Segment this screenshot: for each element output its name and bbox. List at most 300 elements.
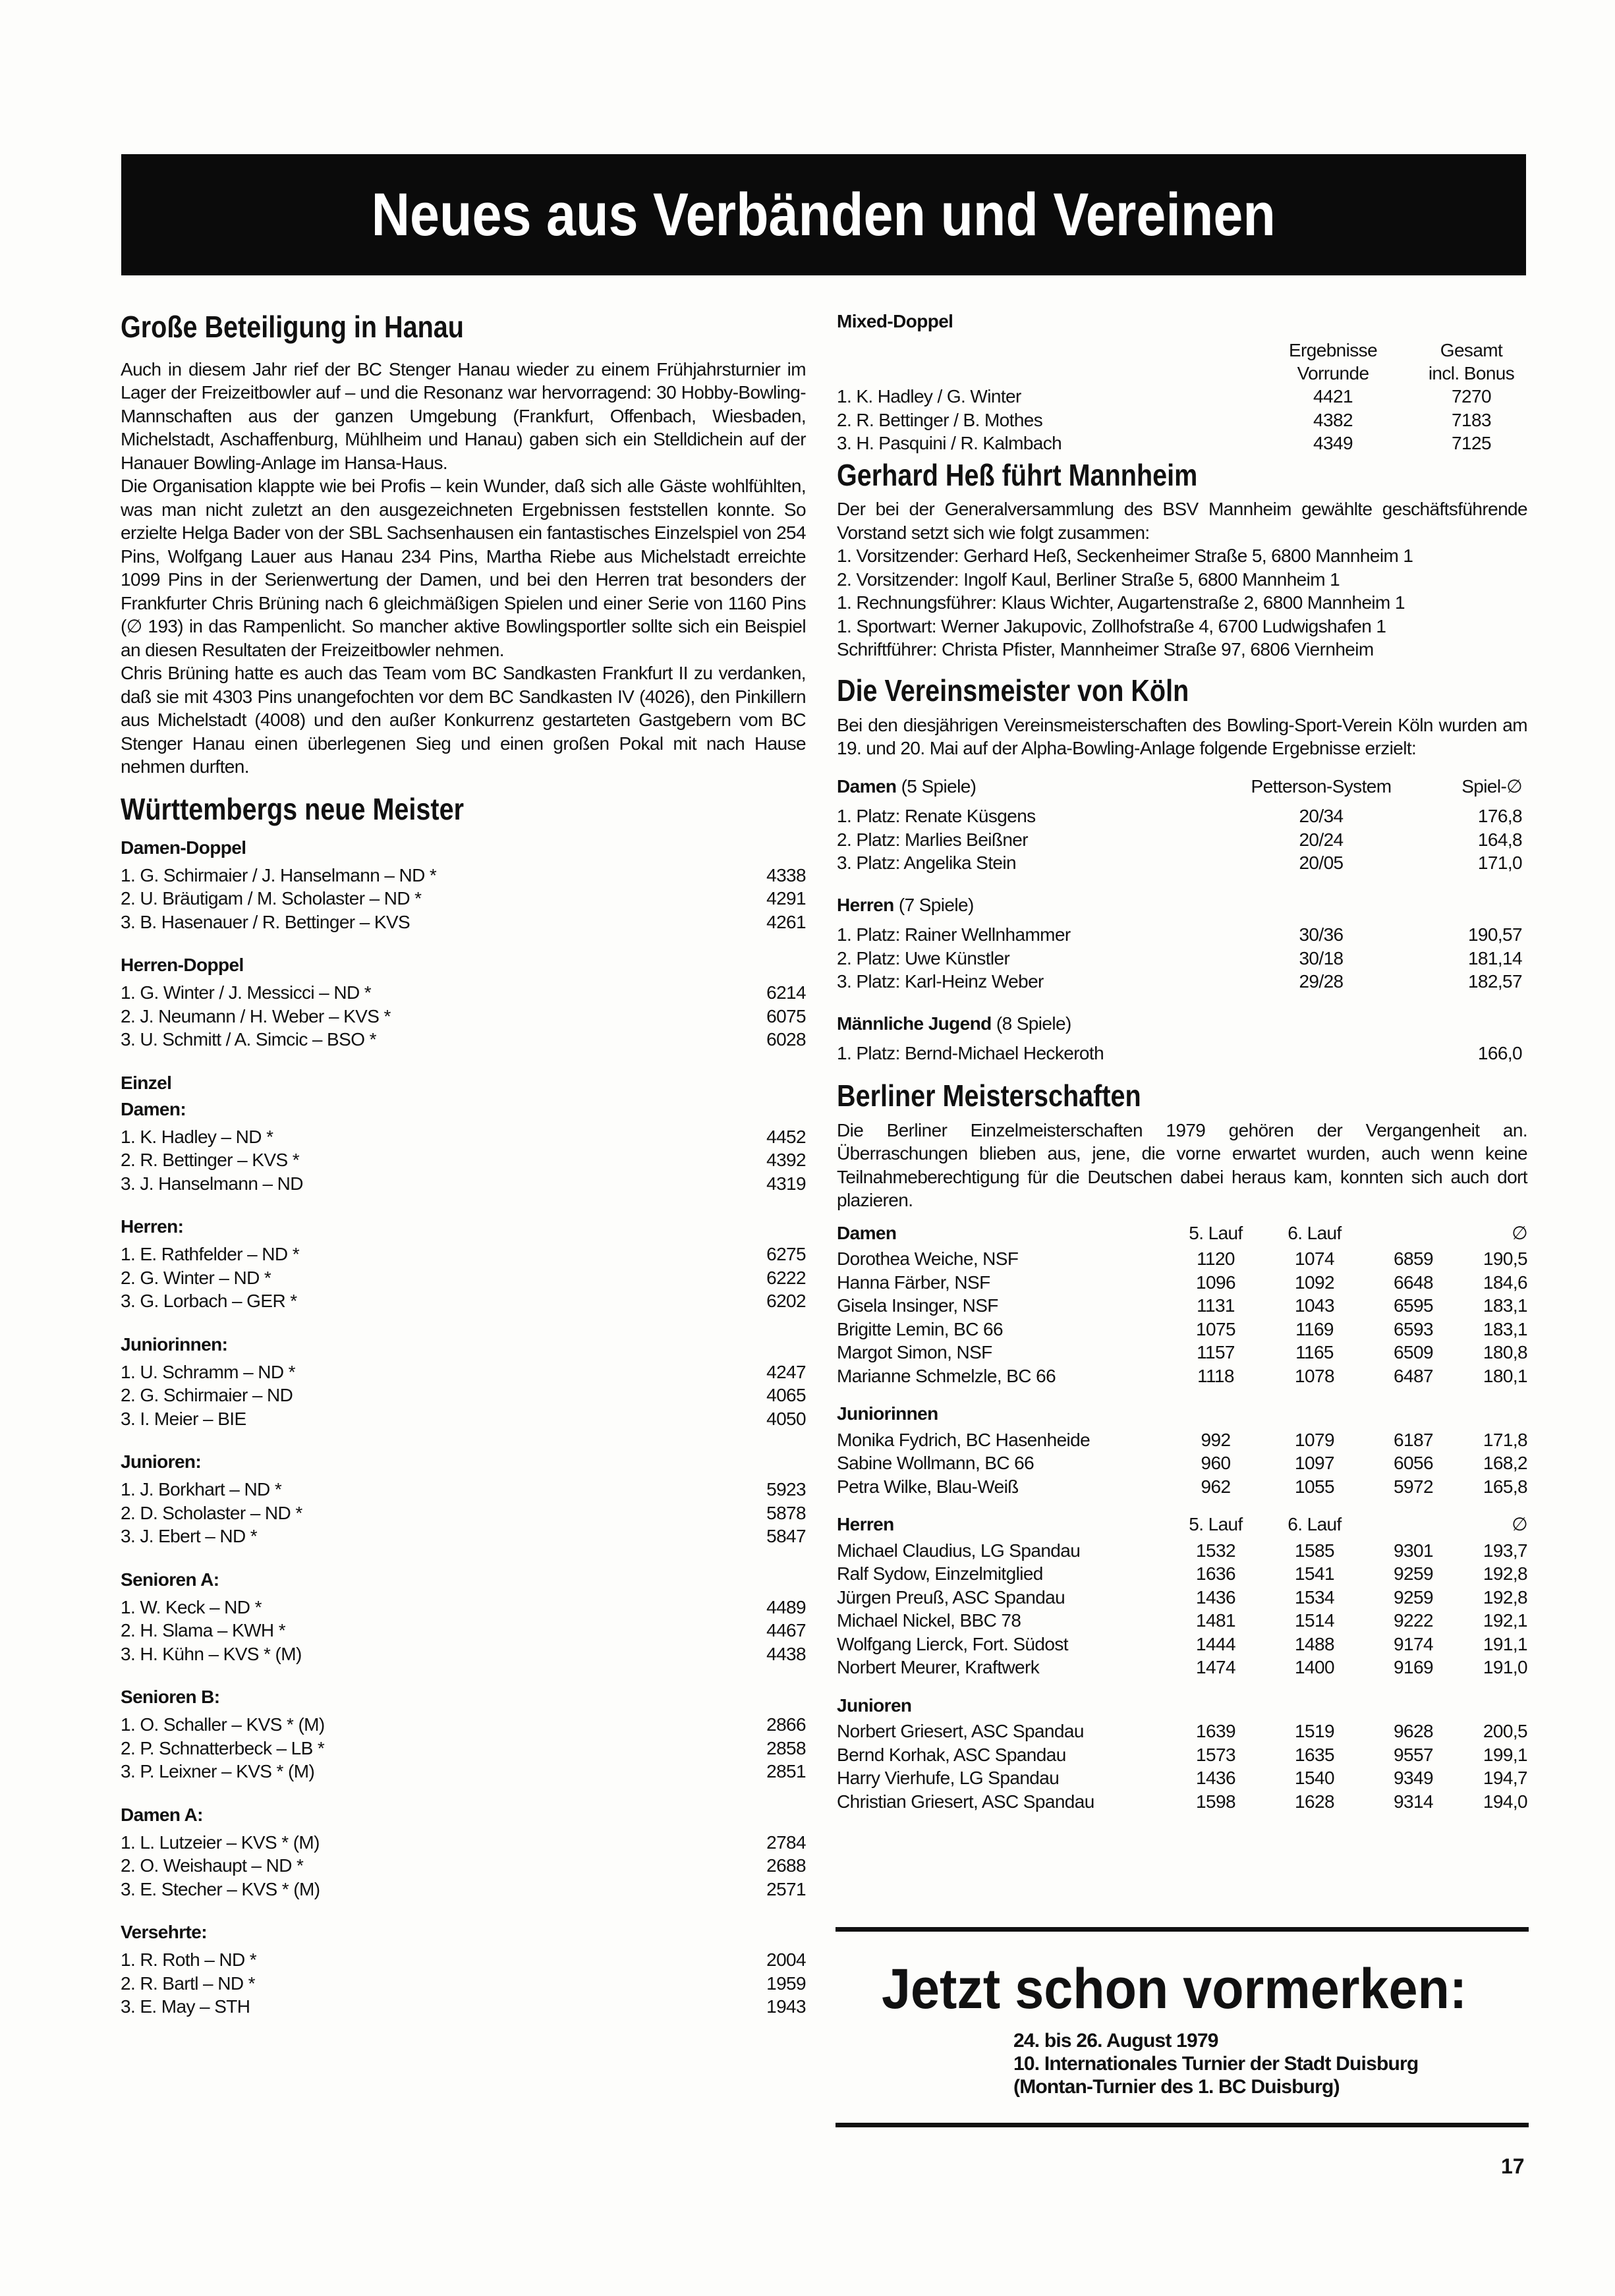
lauf6-score: 1514 — [1295, 1610, 1334, 1631]
competitor-name: 2. Platz: Marlies Beißner — [837, 829, 1028, 850]
competitor-name: 1. R. Roth – ND * — [121, 1949, 257, 1971]
mixed-doppel-row — [837, 432, 1527, 455]
column-header-lauf5: 5. Lauf — [1189, 1222, 1243, 1243]
lauf6-score: 1628 — [1295, 1791, 1334, 1812]
competitor-name: 1. Platz: Renate Küsgens — [837, 806, 1036, 827]
result-row — [837, 1364, 1527, 1388]
total-score: 7183 — [1452, 409, 1491, 430]
average-score: 192,8 — [1483, 1586, 1527, 1608]
vorrunde-score: 4382 — [1313, 409, 1353, 430]
column-header-total — [1364, 1513, 1463, 1536]
result-row — [121, 981, 806, 1005]
group-games: (7 Spiele) — [898, 894, 974, 915]
result-group-header — [837, 1402, 1527, 1426]
result-group-heading: Damen-Doppel — [121, 837, 246, 858]
score: 4291 — [766, 888, 806, 909]
competitor-name: 2. U. Bräutigam / M. Scholaster – ND * — [121, 888, 422, 909]
column-header-gesamt — [1415, 339, 1527, 385]
petterson-score: 29/28 — [1299, 971, 1344, 992]
result-row — [121, 1028, 806, 1051]
competitor-name: Monika Fydrich, BC Hasenheide — [837, 1429, 1091, 1450]
result-row — [837, 1656, 1527, 1679]
result-row — [121, 1243, 806, 1266]
total-score: 9169 — [1394, 1657, 1433, 1678]
result-row — [121, 1878, 806, 1901]
paragraph: Die Organisation klappte wie bei Profis – kein Wunder, daß sich alle Gäste wohlfühlten, was man nicht zuletzt an den ausgezeichneten Ergebnissen feststellen konnte. So erzielte Helga Bader von der SBL Sachsenhausen ein fantastisches Einzelspiel von 254 Pins, Wolfgang Lauer aus Hanau 234 Pins, Martha Riebe aus Michelstadt erreichte 1099 Pins in der Serienwertung der Damen, und bei den Herren trat besonders der Frankfurter Chris Brüning nach 6 gleichmäßigen Spielen und einer Serie von 1160 Pins (∅ 193) in das Rampenlicht. So mancher aktive Bowlingsportler sollte sich ein Beispiel an diesen Resultaten der Freizeitbowler nehmen. — [121, 476, 806, 660]
board-member-line: 1. Sportwart: Werner Jakupovic, Zollhofstraße 4, 6700 Ludwigshafen 1 — [837, 615, 1386, 636]
board-member-line: 1. Rechnungsführer: Klaus Wichter, Augartenstraße 2, 6800 Mannheim 1 — [837, 592, 1405, 613]
result-row — [837, 1766, 1527, 1790]
average-score: 192,1 — [1483, 1610, 1527, 1631]
result-group-header — [837, 1694, 1527, 1718]
group-heading: Herren — [837, 1514, 894, 1535]
score: 2784 — [766, 1832, 806, 1853]
competitor-name: 3. E. Stecher – KVS * (M) — [121, 1878, 320, 1899]
result-row — [837, 1451, 1527, 1475]
lauf5-score: 1573 — [1196, 1744, 1235, 1765]
vorrunde-score: 4421 — [1313, 386, 1353, 406]
competitor-name: Ralf Sydow, Einzelmitglied — [837, 1563, 1043, 1584]
total-score: 9174 — [1394, 1633, 1433, 1654]
competitor-name: 1. G. Schirmaier / J. Hanselmann – ND * — [121, 864, 437, 885]
total-score: 9628 — [1394, 1721, 1433, 1742]
result-row — [121, 1172, 806, 1196]
result-row — [121, 1525, 806, 1548]
article-body-berlin — [837, 1119, 1527, 1212]
total-score: 6859 — [1394, 1248, 1433, 1270]
result-row — [121, 1972, 806, 1996]
board-member-line: 2. Vorsitzender: Ingolf Kaul, Berliner Straße 5, 6800 Mannheim 1 — [837, 569, 1340, 590]
right-column — [837, 310, 1527, 1813]
paragraph: Bei den diesjährigen Vereinsmeisterschaften des Bowling-Sport-Verein Köln wurden am 19. und 20. Mai auf der Alpha-Bowling-Anlage folgende Ergebnisse erzielt: — [837, 714, 1527, 759]
lauf6-score: 1097 — [1295, 1453, 1334, 1474]
group-heading: Damen — [837, 775, 897, 797]
mixed-doppel-row — [837, 385, 1527, 408]
result-row — [121, 1360, 806, 1384]
game-average: 190,57 — [1467, 924, 1522, 945]
pair-name: 1. K. Hadley / G. Winter — [837, 386, 1021, 406]
article-title-wuerttemberg: Württembergs neue Meister — [121, 791, 464, 826]
competitor-name: 1. Platz: Bernd-Michael Heckeroth — [837, 1043, 1104, 1064]
competitor-name: 1. O. Schaller – KVS * (M) — [121, 1714, 325, 1735]
lauf5-score: 1474 — [1196, 1657, 1235, 1678]
lauf5-score: 1444 — [1196, 1633, 1235, 1654]
lauf6-score: 1519 — [1295, 1721, 1334, 1742]
result-row — [837, 1790, 1527, 1814]
result-row — [837, 1562, 1527, 1586]
vorrunde-score: 4349 — [1313, 433, 1353, 453]
competitor-name: 1. W. Keck – ND * — [121, 1596, 262, 1617]
result-row — [837, 1609, 1527, 1633]
group-heading: Juniorinnen — [837, 1403, 938, 1424]
total-score: 9557 — [1394, 1744, 1433, 1765]
average-score: 168,2 — [1483, 1453, 1527, 1474]
petterson-score: 20/24 — [1299, 829, 1344, 850]
article-title-hanau: Große Beteiligung in Hanau — [121, 310, 464, 344]
group-title — [837, 893, 1527, 917]
paragraph: Der bei der Generalversammlung des BSV Mannheim gewählte geschäftsführende Vorstand setzt sich wie folgt zusammen: — [837, 499, 1527, 543]
game-average: 164,8 — [1477, 829, 1522, 850]
lauf6-score: 1074 — [1295, 1248, 1334, 1270]
lauf6-score: 1635 — [1295, 1744, 1334, 1765]
result-row — [121, 1760, 806, 1783]
average-score: 194,7 — [1483, 1768, 1527, 1789]
result-row — [121, 1266, 806, 1290]
competitor-name: Petra Wilke, Blau-Weiß — [837, 1476, 1019, 1497]
total-score: 6187 — [1394, 1429, 1433, 1450]
competitor-name: 1. L. Lutzeier – KVS * (M) — [121, 1832, 320, 1853]
article-title-mannheim: Gerhard Heß führt Mannheim — [837, 457, 1198, 492]
column-header-total — [1364, 1221, 1463, 1245]
competitor-name: Hanna Färber, NSF — [837, 1272, 990, 1293]
result-row — [837, 1720, 1527, 1743]
competitor-name: 2. D. Scholaster – ND * — [121, 1502, 302, 1523]
group-heading: Damen — [837, 1222, 897, 1243]
average-score: 192,8 — [1483, 1563, 1527, 1584]
score: 6202 — [766, 1291, 806, 1312]
result-group-header — [837, 1513, 1527, 1536]
competitor-name: Margot Simon, NSF — [837, 1342, 992, 1363]
result-group-header — [837, 775, 1527, 798]
article-body-mannheim — [837, 497, 1527, 661]
result-row — [121, 864, 806, 887]
total-score: 9301 — [1394, 1540, 1433, 1561]
section-banner — [121, 154, 1526, 275]
average-score: 183,1 — [1483, 1318, 1527, 1339]
result-row — [837, 1341, 1527, 1364]
score: 4247 — [766, 1361, 806, 1382]
competitor-name: Wolfgang Lierck, Fort. Südost — [837, 1633, 1068, 1654]
score: 4050 — [766, 1408, 806, 1429]
score: 6222 — [766, 1267, 806, 1288]
result-row — [837, 1743, 1527, 1767]
result-row — [837, 1318, 1527, 1341]
page-number: 17 — [1501, 2154, 1525, 2178]
result-row — [837, 1271, 1527, 1295]
score: 4452 — [766, 1126, 806, 1147]
column-header-average: ∅ — [1512, 1222, 1527, 1243]
competitor-name: Sabine Wollmann, BC 66 — [837, 1453, 1034, 1474]
competitor-name: 3. H. Kühn – KVS * (M) — [121, 1643, 302, 1664]
lauf5-score: 1075 — [1196, 1318, 1235, 1339]
lauf5-score: 1120 — [1197, 1248, 1235, 1270]
lauf6-score: 1585 — [1295, 1540, 1334, 1561]
lauf5-score: 960 — [1201, 1453, 1231, 1474]
wuerttemberg-results — [121, 836, 806, 2019]
paragraph: Auch in diesem Jahr rief der BC Stenger Hanau wieder zu einem Frühjahrsturnier im Lager der Freizeitbowler auf – und die Resonanz war hervorragend: 30 Hobby-Bowling-Mannschaften aus der ganzen Umgebung (Frankfurt, Offenbach, Wiesbaden, Michelstadt, Aschaffenburg, Mühlheim und Hanau) gaben sich ein Stelldichein auf der Hanauer Bowling-Anlage im Hansa-Haus. — [121, 358, 806, 473]
total-score: 6648 — [1394, 1272, 1433, 1293]
result-row — [121, 1005, 806, 1028]
result-row — [837, 923, 1527, 947]
result-row — [121, 1995, 806, 2019]
average-score: 183,1 — [1483, 1295, 1527, 1316]
koeln-results — [837, 775, 1527, 1065]
total-score: 6593 — [1394, 1318, 1433, 1339]
total-score: 9349 — [1394, 1768, 1433, 1789]
lauf6-score: 1541 — [1295, 1563, 1334, 1584]
average-score: 180,1 — [1483, 1365, 1527, 1386]
lauf6-score: 1169 — [1295, 1318, 1334, 1339]
competitor-name: Michael Nickel, BBC 78 — [837, 1610, 1021, 1631]
total-score: 9259 — [1394, 1586, 1433, 1608]
competitor-name: 3. I. Meier – BIE — [121, 1408, 246, 1429]
competitor-name: 2. G. Schirmaier – ND — [121, 1385, 293, 1406]
score: 4392 — [766, 1150, 806, 1171]
average-score: 199,1 — [1483, 1744, 1527, 1765]
announcement-organizer: (Montan-Turnier des 1. BC Duisburg) — [1013, 2076, 1340, 2098]
result-row — [121, 1501, 806, 1525]
score: 6275 — [766, 1244, 806, 1265]
competitor-name: Harry Vierhufe, LG Spandau — [837, 1768, 1060, 1789]
lauf6-score: 1079 — [1295, 1429, 1334, 1450]
article-body-koeln — [837, 714, 1527, 760]
game-average: 166,0 — [1477, 1043, 1522, 1064]
column-header-lauf6: 6. Lauf — [1288, 1514, 1342, 1535]
result-row — [837, 1586, 1527, 1610]
competitor-name: 3. B. Hasenauer / R. Bettinger – KVS — [121, 911, 411, 932]
score: 2571 — [766, 1878, 806, 1899]
lauf6-score: 1078 — [1295, 1365, 1334, 1386]
header-line: Vorrunde — [1297, 363, 1369, 383]
result-row — [121, 1596, 806, 1619]
result-row — [837, 1247, 1527, 1271]
result-group-heading: Senioren A: — [121, 1569, 219, 1590]
competitor-name: 3. E. May – STH — [121, 1996, 250, 2017]
competitor-name: Dorothea Weiche, NSF — [837, 1248, 1019, 1270]
score: 1959 — [766, 1973, 806, 1994]
score: 2851 — [766, 1761, 806, 1782]
group-title — [837, 1012, 1527, 1036]
article-title-berlin: Berliner Meisterschaften — [837, 1078, 1141, 1113]
total-score: 6509 — [1394, 1342, 1433, 1363]
average-score: 180,8 — [1483, 1342, 1527, 1363]
competitor-name: Michael Claudius, LG Spandau — [837, 1540, 1081, 1561]
result-row — [121, 1384, 806, 1407]
score: 4467 — [766, 1620, 806, 1641]
score: 6028 — [766, 1029, 806, 1050]
mixed-doppel-header — [837, 339, 1527, 385]
game-average: 181,14 — [1467, 947, 1522, 968]
score: 5847 — [766, 1526, 806, 1547]
score: 4261 — [766, 911, 806, 932]
paragraph: Chris Brüning hatte es auch das Team vom BC Sandkasten Frankfurt II zu verdanken, daß sie mit 4303 Pins unangefochten vor dem BC Sandkasten IV (4026), den Pinkillern aus Michelstadt (4008) und den außer Konkurrenz gestarteten Gastgebern vom BC Stenger Hanau einen überlegenen Sieg und einen großen Pokal mit nach Hause nehmen durften. — [121, 663, 806, 777]
lauf6-score: 1488 — [1295, 1633, 1334, 1654]
average-score: 191,1 — [1483, 1633, 1527, 1654]
total-score: 6595 — [1394, 1295, 1433, 1316]
column-header-petterson: Petterson-System — [1251, 775, 1392, 797]
score: 5923 — [766, 1479, 806, 1500]
column-header-average: Spiel-∅ — [1461, 775, 1522, 797]
article-title-koeln: Die Vereinsmeister von Köln — [837, 673, 1189, 708]
competitor-name: 2. G. Winter – ND * — [121, 1267, 271, 1288]
competitor-name: 3. G. Lorbach – GER * — [121, 1291, 297, 1312]
pair-name: 2. R. Bettinger / B. Mothes — [837, 409, 1043, 430]
group-heading: Herren — [837, 894, 894, 915]
result-group-heading: Herren: — [121, 1216, 184, 1237]
result-row — [121, 1642, 806, 1666]
column-header-lauf5: 5. Lauf — [1189, 1514, 1243, 1535]
event-announcement — [836, 1927, 1529, 2127]
total-score: 7125 — [1452, 433, 1491, 453]
game-average: 176,8 — [1477, 806, 1522, 827]
lauf5-score: 962 — [1201, 1476, 1231, 1497]
competitor-name: 3. P. Leixner – KVS * (M) — [121, 1761, 315, 1782]
banner-title: Neues aus Verbänden und Vereinen — [371, 181, 1276, 248]
competitor-name: Brigitte Lemin, BC 66 — [837, 1318, 1003, 1339]
result-row — [121, 1713, 806, 1737]
competitor-name: 3. J. Hanselmann – ND — [121, 1173, 303, 1194]
column-header-average: ∅ — [1512, 1514, 1527, 1535]
result-group-heading: Damen: — [121, 1098, 186, 1119]
lauf5-score: 1636 — [1196, 1563, 1235, 1584]
lauf6-score: 1092 — [1295, 1272, 1334, 1293]
average-score: 193,7 — [1483, 1540, 1527, 1561]
score: 4065 — [766, 1385, 806, 1406]
score: 6214 — [766, 982, 806, 1003]
result-group-header — [837, 893, 1527, 917]
result-row — [121, 887, 806, 910]
result-row — [121, 1125, 806, 1149]
article-body-hanau — [121, 358, 806, 779]
competitor-name: 2. Platz: Uwe Künstler — [837, 947, 1010, 968]
competitor-name: 1. U. Schramm – ND * — [121, 1361, 295, 1382]
competitor-name: 3. Platz: Karl-Heinz Weber — [837, 971, 1044, 992]
result-group-heading: Junioren: — [121, 1451, 202, 1472]
result-group-heading: Juniorinnen: — [121, 1333, 228, 1355]
lauf6-score: 1043 — [1295, 1295, 1334, 1316]
score: 4319 — [766, 1173, 806, 1194]
board-member-line: 1. Vorsitzender: Gerhard Heß, Seckenheimer Straße 5, 6800 Mannheim 1 — [837, 546, 1413, 567]
game-average: 182,57 — [1467, 971, 1522, 992]
competitor-name: Norbert Griesert, ASC Spandau — [837, 1721, 1084, 1742]
petterson-score: 30/18 — [1299, 947, 1344, 968]
competitor-name: 2. R. Bettinger – KVS * — [121, 1150, 300, 1171]
group-title — [837, 775, 1226, 798]
result-row — [837, 947, 1527, 970]
competitor-name: 3. J. Ebert – ND * — [121, 1526, 258, 1547]
total-score: 6487 — [1394, 1365, 1433, 1386]
result-row — [837, 970, 1527, 994]
board-member-line: Schriftführer: Christa Pfister, Mannheimer Straße 97, 6806 Viernheim — [837, 639, 1374, 660]
petterson-score — [1226, 1042, 1417, 1065]
header-line: Gesamt — [1440, 340, 1503, 360]
result-row — [121, 1831, 806, 1855]
total-score: 7270 — [1452, 386, 1491, 406]
lauf6-score: 1055 — [1295, 1476, 1334, 1497]
result-row — [837, 1428, 1527, 1452]
result-row — [837, 1539, 1527, 1563]
result-group-heading: Damen A: — [121, 1804, 203, 1825]
lauf5-score: 1481 — [1196, 1610, 1235, 1631]
result-row — [837, 1475, 1527, 1499]
total-score: 5972 — [1394, 1476, 1433, 1497]
competitor-name: 1. Platz: Rainer Wellnhammer — [837, 924, 1071, 945]
result-row — [837, 851, 1527, 875]
average-score: 200,5 — [1483, 1721, 1527, 1742]
competitor-name: Marianne Schmelzle, BC 66 — [837, 1365, 1056, 1386]
mixed-doppel-table — [837, 385, 1527, 455]
competitor-name: 3. U. Schmitt / A. Simcic – BSO * — [121, 1029, 376, 1050]
result-group-header — [837, 1012, 1527, 1036]
result-group-heading: Senioren B: — [121, 1687, 220, 1708]
result-group-heading: Herren-Doppel — [121, 955, 244, 976]
competitor-name: 2. J. Neumann / H. Weber – KVS * — [121, 1005, 391, 1026]
lauf5-score: 1157 — [1197, 1342, 1235, 1363]
mixed-doppel-row — [837, 408, 1527, 432]
result-row — [121, 1619, 806, 1642]
berlin-results — [837, 1221, 1527, 1814]
score: 1943 — [766, 1996, 806, 2017]
lauf5-score: 1436 — [1196, 1768, 1235, 1789]
competitor-name: 1. K. Hadley – ND * — [121, 1126, 273, 1147]
result-row — [121, 1478, 806, 1501]
petterson-score: 20/05 — [1299, 853, 1344, 874]
lauf6-score: 1540 — [1295, 1768, 1334, 1789]
competitor-name: 1. E. Rathfelder – ND * — [121, 1244, 299, 1265]
result-row — [837, 828, 1527, 852]
lauf5-score: 1532 — [1196, 1540, 1235, 1561]
result-row — [837, 1633, 1527, 1656]
total-score: 9314 — [1394, 1791, 1433, 1812]
lauf5-score: 1118 — [1197, 1365, 1234, 1386]
score: 2688 — [766, 1855, 806, 1876]
average-score: 184,6 — [1483, 1272, 1527, 1293]
paragraph: Die Berliner Einzelmeisterschaften 1979 gehören der Vergangenheit an. Überraschungen blieben aus, jene, die vorne erwartet wurden, auch wenn keine Teilnahmeberechtigung für die Deutschen dabei heraus kam, konnten sich auch dort plazieren. — [837, 1119, 1527, 1211]
column-header-lauf6: 6. Lauf — [1288, 1222, 1342, 1243]
mixed-doppel-heading: Mixed-Doppel — [837, 311, 953, 331]
competitor-name: 1. G. Winter / J. Messicci – ND * — [121, 982, 372, 1003]
competitor-name: Bernd Korhak, ASC Spandau — [837, 1744, 1066, 1765]
group-heading: Junioren — [837, 1694, 912, 1716]
competitor-name: Norbert Meurer, Kraftwerk — [837, 1657, 1040, 1678]
average-score: 190,5 — [1483, 1248, 1527, 1270]
lauf5-score: 992 — [1201, 1429, 1231, 1450]
result-row — [837, 1042, 1527, 1065]
lauf5-score: 1131 — [1197, 1295, 1235, 1316]
lauf5-score: 1598 — [1196, 1791, 1235, 1812]
lauf5-score: 1639 — [1196, 1721, 1235, 1742]
competitor-name: Christian Griesert, ASC Spandau — [837, 1791, 1094, 1812]
petterson-score: 20/34 — [1299, 806, 1344, 827]
lauf5-score: 1436 — [1196, 1586, 1235, 1608]
pair-name: 3. H. Pasquini / R. Kalmbach — [837, 433, 1062, 453]
score: 4489 — [766, 1596, 806, 1617]
einzel-heading: Einzel — [121, 1072, 172, 1093]
game-average: 171,0 — [1477, 853, 1522, 874]
total-score: 9222 — [1394, 1610, 1433, 1631]
result-row — [121, 910, 806, 934]
result-row — [121, 1737, 806, 1760]
announcement-date: 24. bis 26. August 1979 — [1013, 2030, 1218, 2052]
score: 4438 — [766, 1643, 806, 1664]
average-score: 194,0 — [1483, 1791, 1527, 1812]
competitor-name: 2. O. Weishaupt – ND * — [121, 1855, 304, 1876]
total-score: 6056 — [1394, 1453, 1433, 1474]
competitor-name: 1. J. Borkhart – ND * — [121, 1479, 282, 1500]
total-score: 9259 — [1394, 1563, 1433, 1584]
score: 2858 — [766, 1737, 806, 1758]
average-score: 191,0 — [1483, 1657, 1527, 1678]
result-row — [837, 804, 1527, 828]
announcement-event: 10. Internationales Turnier der Stadt Duisburg — [1013, 2053, 1419, 2075]
score: 5878 — [766, 1502, 806, 1523]
lauf5-score: 1096 — [1196, 1272, 1235, 1293]
column-header-vorrunde — [1251, 339, 1415, 385]
lauf6-score: 1165 — [1295, 1342, 1334, 1363]
result-row — [121, 1948, 806, 1972]
score: 6075 — [766, 1005, 806, 1026]
lauf6-score: 1534 — [1295, 1586, 1334, 1608]
